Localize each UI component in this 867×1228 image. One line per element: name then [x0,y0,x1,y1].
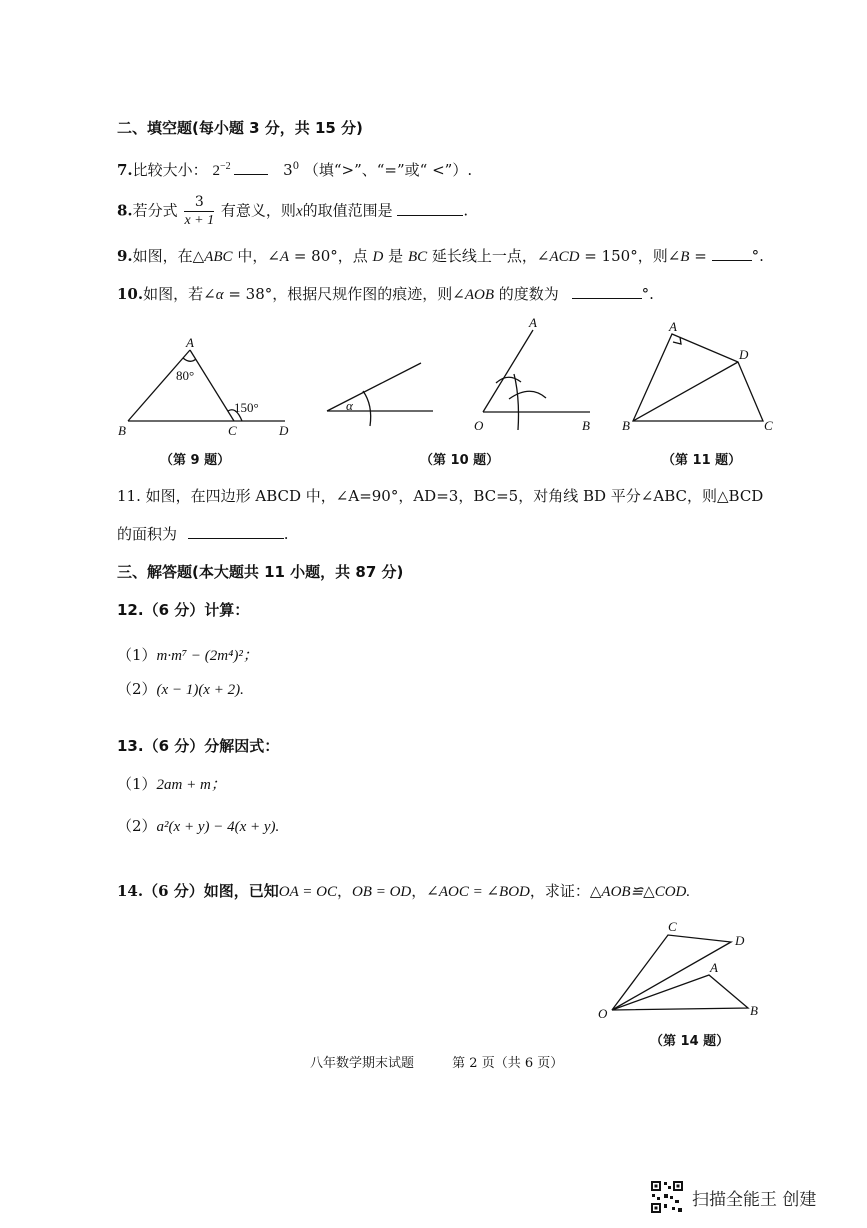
label-B: B [118,423,126,438]
section-3-title: 三、解答题(本大题共 11 小题，共 87 分) [117,563,404,581]
caption-fig-9: （第 9 题） [160,453,231,468]
label-B: B [622,418,630,433]
label-angle-A: 80° [176,368,195,383]
qr-code-icon [650,1180,684,1214]
triangle-AOB [612,975,748,1010]
caption-fig-10: （第 10 题） [420,453,500,468]
label-angle-C: 150° [234,400,259,415]
label-C: C [228,423,237,438]
label-C: C [764,418,773,433]
scanner-watermark: 扫描全能王 创建 [650,1180,816,1214]
label-D: D [279,423,289,438]
label-A: A [669,319,677,334]
label-B: B [750,1003,758,1018]
label-A: A [186,335,194,350]
question-7: 7.比较大小： $2^{-2}$ $3^0$ （填“>”、“=”或“ <”）. [117,161,473,179]
question-10: 10.如图，若∠α = 38°，根据尺规作图的痕迹，则∠AOB 的度数为 °. [117,285,654,303]
question-12-part-1: （1）m·m⁷ − (2m⁴)²； [117,646,258,664]
question-13-part-1: （1）2am + m； [117,775,226,793]
caption-fig-11: （第 11 题） [662,453,742,468]
question-11: 11. 如图，在四边形 ABCD 中，∠A=90°，AD=3，BC=5，对角线 BD 平分∠ABC，则△BCD [117,487,764,505]
label-O: O [598,1006,608,1021]
label-A: A [710,960,718,975]
question-12-heading: 12.（6 分）计算： [117,601,250,619]
label-D: D [739,347,749,362]
label-B: B [582,418,590,433]
label-D: D [735,933,745,948]
label-O: O [474,418,484,433]
section-2-title: 二、填空题(每小题 3 分，共 15 分) [117,119,363,137]
label-alpha: α [346,398,353,413]
label-C: C [668,919,677,934]
question-11-line-2: 的面积为 . [117,525,289,543]
question-12-part-2: （2）(x − 1)(x + 2). [117,680,244,698]
label-A: A [529,315,537,330]
question-9: 9.如图，在△ABC 中，∠A = 80°，点 D 是 BC 延长线上一点，∠ACD = 150°，则∠B = °. [117,247,764,265]
question-13-heading: 13.（6 分）分解因式： [117,737,280,755]
question-14: 14.（6 分）如图，已知OA = OC，OB = OD，∠AOC = ∠BOD，求证：△AOB≌△COD. [117,882,691,900]
fraction: $\frac{3}{x + 1}$ [184,194,215,228]
page-footer: 八年数学期末试题 第 2 页（共 6 页） [310,1056,564,1071]
question-8: 8.若分式 $\frac{3}{x + 1}$ 有意义，则x的取值范围是 . [117,194,469,228]
caption-fig-14: （第 14 题） [650,1034,730,1049]
question-13-part-2: （2）a²(x + y) − 4(x + y). [117,817,280,835]
